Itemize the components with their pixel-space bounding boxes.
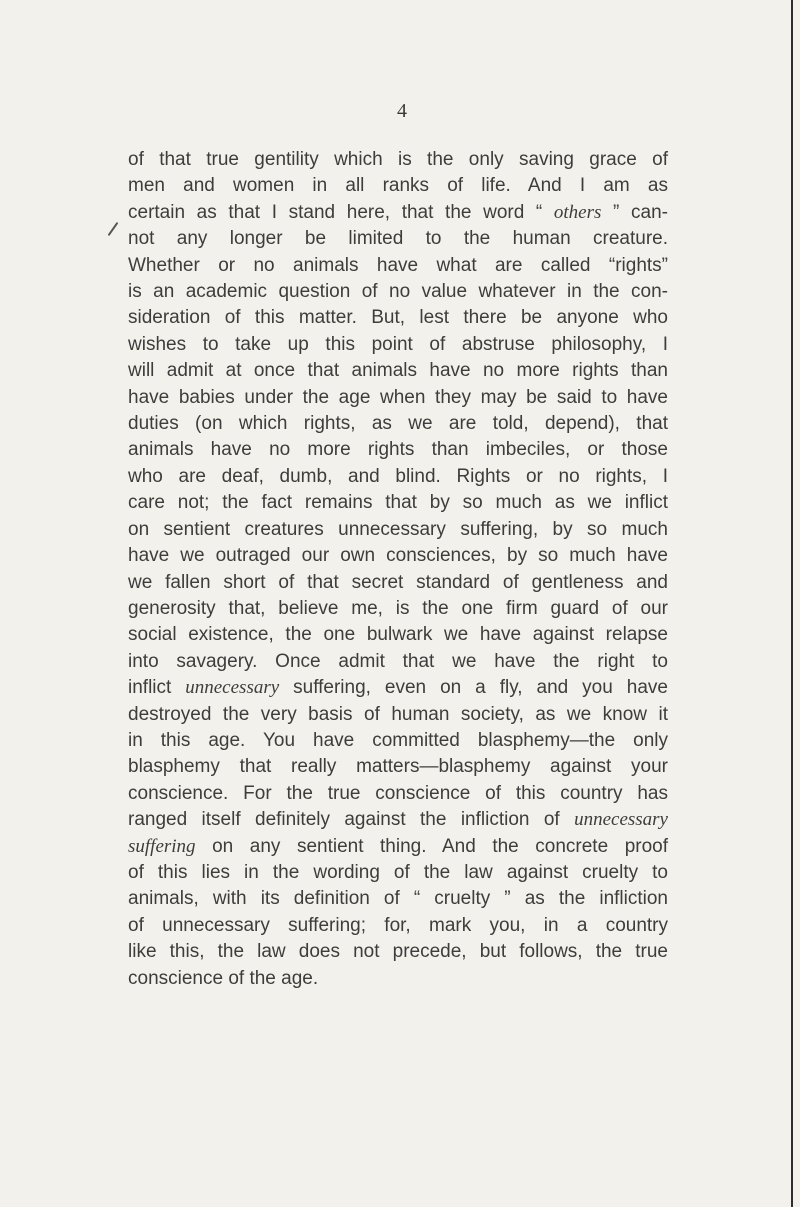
text-segment: suffering, even on a fly, and you have (279, 677, 668, 699)
italic-text: unnecessary (185, 677, 280, 699)
text-line (128, 966, 668, 992)
text-line (128, 543, 668, 569)
text-line (128, 411, 668, 437)
text-segment: certain as that I stand here, that the word “ (128, 201, 554, 223)
text-segment: Whether or no animals have what are called “rights” (128, 254, 668, 276)
text-line (128, 173, 668, 199)
text-line (128, 860, 668, 886)
text-line (128, 385, 668, 411)
text-segment: ranged itself definitely against the infliction of (128, 809, 575, 831)
text-line (128, 490, 668, 516)
page-number: 4 (397, 100, 407, 122)
text-segment: conscience of the age. (128, 967, 319, 989)
text-line (128, 675, 668, 701)
text-segment: on sentient creatures unnecessary suffering, by so much (128, 518, 668, 540)
text-segment: duties (on which rights, as we are told, depend), that (128, 413, 668, 435)
text-line (128, 702, 668, 728)
text-segment: sideration of this matter. But, lest there be anyone who (128, 307, 668, 329)
text-segment: blasphemy that really matters—blasphemy against your (128, 756, 668, 778)
text-line (128, 147, 668, 173)
text-segment: of unnecessary suffering; for, mark you, in a country (128, 914, 668, 936)
text-segment: of this lies in the wording of the law against cruelty to (128, 861, 668, 883)
text-segment: ” can- (601, 201, 668, 223)
text-line (128, 437, 668, 463)
text-line (128, 517, 668, 543)
text-segment: into savagery. Once admit that we have the right to (128, 650, 668, 672)
text-line (128, 570, 668, 596)
italic-text: suffering (128, 835, 196, 857)
text-segment: like this, the law does not precede, but follows, the true (128, 941, 668, 963)
text-segment: is an academic question of no value whatever in the con- (128, 281, 668, 303)
text-segment: who are deaf, dumb, and blind. Rights or no rights, I (128, 465, 668, 487)
text-segment: social existence, the one bulwark we have against relapse (128, 624, 668, 646)
stray-pencil-mark (108, 222, 119, 236)
italic-text: unnecessary (574, 809, 668, 831)
text-line (128, 358, 668, 384)
page-edge-line (791, 0, 793, 1207)
text-line (128, 596, 668, 622)
text-line (128, 200, 668, 226)
text-line (128, 622, 668, 648)
text-line (128, 279, 668, 305)
body-text (128, 147, 668, 992)
text-segment: on any sentient thing. And the concrete proof (195, 835, 668, 857)
text-line (128, 807, 668, 833)
text-line (128, 226, 668, 252)
text-line (128, 913, 668, 939)
text-segment: of that true gentility which is the only saving grace of (128, 149, 668, 170)
text-segment: animals, with its definition of “ cruelty ” as the infliction (128, 888, 668, 910)
text-segment: conscience. For the true conscience of this country has (128, 782, 668, 804)
text-line (128, 253, 668, 279)
text-line (128, 649, 668, 675)
text-line (128, 781, 668, 807)
text-segment: have we outraged our own consciences, by so much have (128, 545, 668, 567)
text-segment: men and women in all ranks of life. And I am as (128, 175, 668, 197)
text-line (128, 834, 668, 860)
text-line (128, 754, 668, 780)
text-segment: will admit at once that animals have no more rights than (128, 360, 668, 382)
text-line (128, 464, 668, 490)
text-line (128, 728, 668, 754)
text-segment: have babies under the age when they may be said to have (128, 386, 668, 408)
text-segment: inflict (128, 677, 186, 699)
text-segment: destroyed the very basis of human society, as we know it (128, 703, 668, 725)
text-line (128, 305, 668, 331)
text-segment: animals have no more rights than imbeciles, or those (128, 439, 668, 461)
text-segment: in this age. You have committed blasphemy—the only (128, 729, 668, 751)
text-line (128, 886, 668, 912)
text-line (128, 332, 668, 358)
text-segment: we fallen short of that secret standard of gentleness and (128, 571, 668, 593)
italic-text: others (553, 201, 602, 223)
text-segment: wishes to take up this point of abstruse philosophy, I (128, 333, 668, 355)
text-line (128, 939, 668, 965)
text-segment: generosity that, believe me, is the one firm guard of our (128, 597, 668, 619)
text-segment: care not; the fact remains that by so much as we inflict (128, 492, 668, 514)
text-segment: not any longer be limited to the human creature. (128, 228, 668, 250)
